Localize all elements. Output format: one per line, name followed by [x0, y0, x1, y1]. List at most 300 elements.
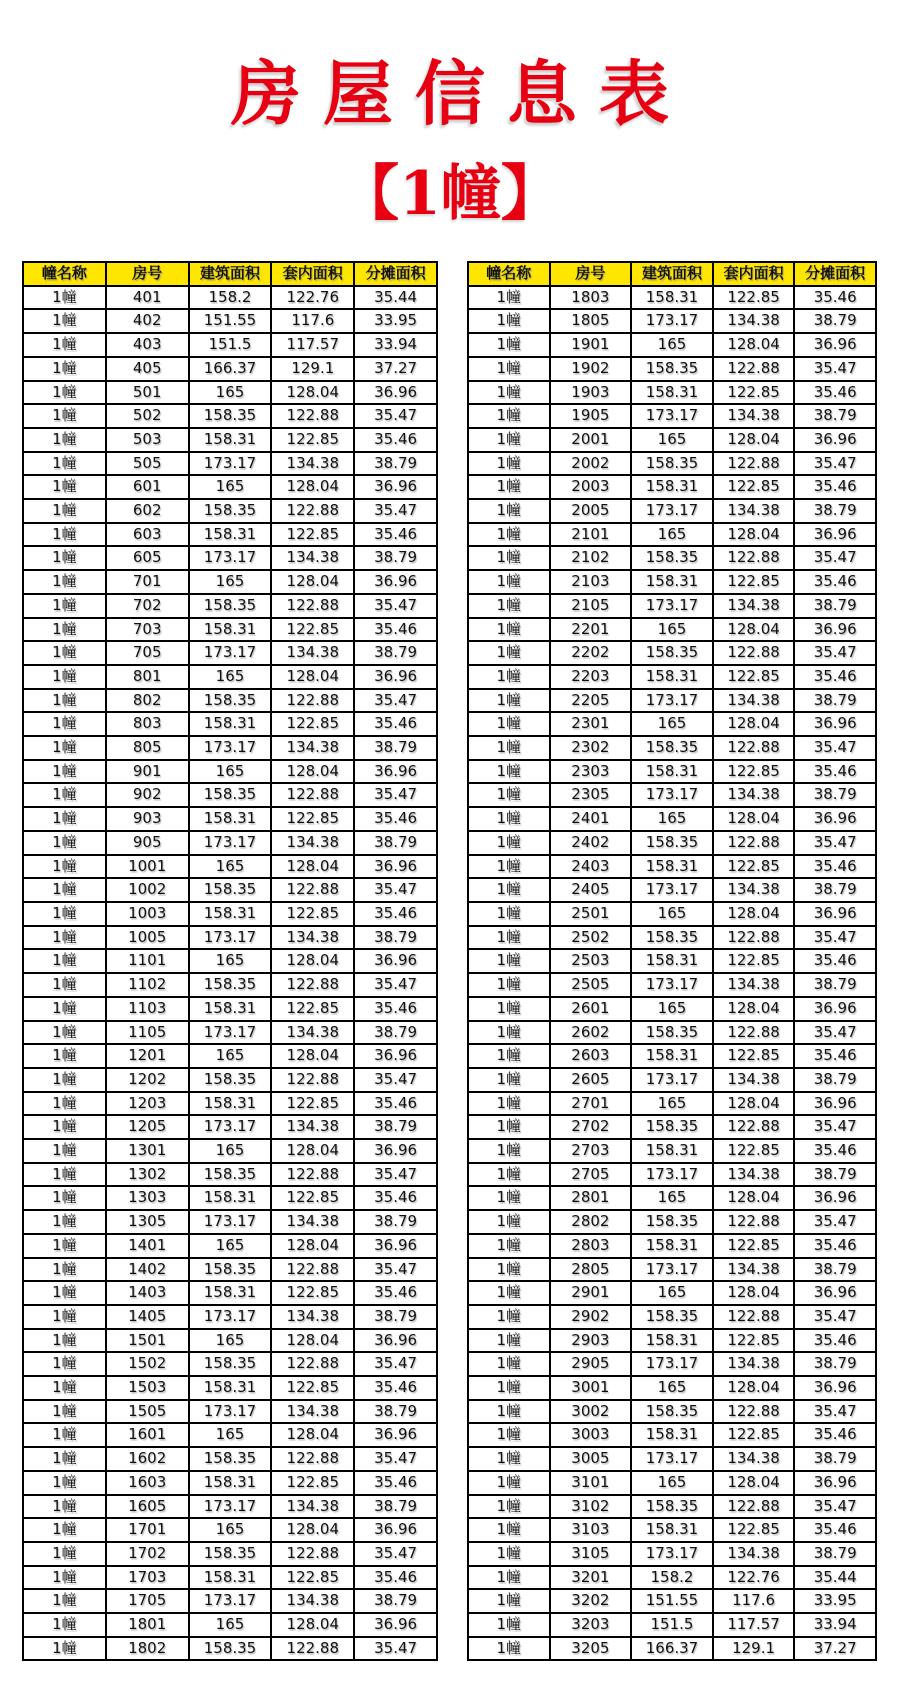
- table-cell: 158.31: [631, 1139, 713, 1163]
- table-cell: 122.76: [713, 1566, 795, 1590]
- table-cell: 2201: [550, 618, 632, 642]
- table-cell: 122.88: [271, 404, 354, 428]
- table-row: [23, 1471, 437, 1495]
- table-cell: 158.35: [189, 1068, 272, 1092]
- table-cell: 1805: [550, 309, 632, 333]
- table-cell: 33.94: [354, 333, 437, 357]
- table-cell: 122.85: [713, 665, 795, 689]
- table-cell: 128.04: [271, 665, 354, 689]
- table-cell: 122.88: [713, 546, 795, 570]
- table-cell: 801: [106, 665, 189, 689]
- table-cell: 122.88: [713, 831, 795, 855]
- table-cell: 35.47: [354, 1258, 437, 1282]
- table-cell: 134.38: [713, 973, 795, 997]
- table-cell: 122.85: [713, 1139, 795, 1163]
- table-cell: 2105: [550, 594, 632, 618]
- table-cell: 122.88: [271, 1068, 354, 1092]
- table-cell: 2703: [550, 1139, 632, 1163]
- table-cell: 1幢: [468, 286, 550, 310]
- table-cell: 38.79: [354, 1400, 437, 1424]
- table-cell: 173.17: [189, 1210, 272, 1234]
- table-cell: 1幢: [23, 712, 106, 736]
- header-row: [468, 262, 876, 286]
- table-cell: 173.17: [631, 1447, 713, 1471]
- table-cell: 35.47: [794, 1495, 876, 1519]
- table-cell: 2901: [550, 1281, 632, 1305]
- table-cell: 803: [106, 712, 189, 736]
- table-row: [468, 428, 876, 452]
- table-row: [23, 523, 437, 547]
- table-row: [23, 546, 437, 570]
- table-cell: 38.79: [794, 404, 876, 428]
- table-cell: 1幢: [468, 831, 550, 855]
- table-cell: 1幢: [468, 1092, 550, 1116]
- table-cell: 2503: [550, 949, 632, 973]
- table-cell: 158.35: [189, 499, 272, 523]
- table-cell: 2203: [550, 665, 632, 689]
- table-cell: 35.47: [354, 878, 437, 902]
- table-cell: 1幢: [23, 1044, 106, 1068]
- table-cell: 35.47: [354, 1352, 437, 1376]
- table-cell: 158.35: [631, 1400, 713, 1424]
- table-row: [468, 452, 876, 476]
- table-cell: 38.79: [354, 736, 437, 760]
- table-cell: 1幢: [468, 949, 550, 973]
- table-row: [468, 807, 876, 831]
- table-cell: 1幢: [468, 1329, 550, 1353]
- table-cell: 35.46: [794, 475, 876, 499]
- table-cell: 3101: [550, 1471, 632, 1495]
- table-cell: 1幢: [468, 1352, 550, 1376]
- table-cell: 134.38: [713, 1258, 795, 1282]
- table-cell: 1幢: [468, 878, 550, 902]
- table-cell: 601: [106, 475, 189, 499]
- table-cell: 1幢: [468, 807, 550, 831]
- table-row: [468, 1352, 876, 1376]
- table-cell: 158.35: [631, 926, 713, 950]
- table-row: [468, 1376, 876, 1400]
- table-cell: 2902: [550, 1305, 632, 1329]
- table-cell: 128.04: [271, 1044, 354, 1068]
- table-cell: 37.27: [794, 1637, 876, 1661]
- table-cell: 158.31: [189, 523, 272, 547]
- column-header-building-name: 幢名称: [23, 262, 106, 286]
- table-cell: 1幢: [23, 997, 106, 1021]
- table-cell: 134.38: [271, 736, 354, 760]
- table-cell: 158.35: [631, 1305, 713, 1329]
- table-row: [23, 1329, 437, 1353]
- table-row: [468, 309, 876, 333]
- table-cell: 36.96: [794, 1471, 876, 1495]
- table-cell: 122.85: [271, 1471, 354, 1495]
- table-cell: 122.88: [713, 1305, 795, 1329]
- table-cell: 173.17: [189, 1115, 272, 1139]
- table-cell: 122.85: [713, 1044, 795, 1068]
- table-cell: 1幢: [23, 736, 106, 760]
- table-cell: 36.96: [354, 1613, 437, 1637]
- table-cell: 705: [106, 641, 189, 665]
- table-cell: 1幢: [23, 1613, 106, 1637]
- table-cell: 1幢: [468, 428, 550, 452]
- table-cell: 36.96: [794, 1092, 876, 1116]
- table-cell: 122.85: [271, 902, 354, 926]
- table-cell: 1幢: [23, 333, 106, 357]
- table-cell: 38.79: [794, 1163, 876, 1187]
- table-cell: 122.85: [271, 618, 354, 642]
- table-cell: 173.17: [631, 594, 713, 618]
- table-cell: 1幢: [23, 783, 106, 807]
- table-cell: 1202: [106, 1068, 189, 1092]
- table-cell: 2401: [550, 807, 632, 831]
- table-cell: 122.88: [271, 1637, 354, 1661]
- table-cell: 158.31: [631, 1329, 713, 1353]
- table-cell: 1幢: [468, 1139, 550, 1163]
- table-cell: 158.31: [189, 1376, 272, 1400]
- column-header-building-area: 建筑面积: [631, 262, 713, 286]
- table-cell: 905: [106, 831, 189, 855]
- table-cell: 173.17: [631, 404, 713, 428]
- table-cell: 1205: [106, 1115, 189, 1139]
- table-cell: 1402: [106, 1258, 189, 1282]
- table-cell: 36.96: [794, 428, 876, 452]
- table-cell: 1幢: [23, 570, 106, 594]
- table-cell: 122.85: [713, 286, 795, 310]
- table-cell: 158.31: [189, 902, 272, 926]
- table-cell: 165: [189, 381, 272, 405]
- table-cell: 2301: [550, 712, 632, 736]
- table-cell: 173.17: [189, 926, 272, 950]
- table-cell: 122.88: [713, 1021, 795, 1045]
- table-cell: 1幢: [23, 926, 106, 950]
- table-cell: 158.31: [631, 475, 713, 499]
- table-cell: 173.17: [189, 641, 272, 665]
- table-row: [23, 689, 437, 713]
- table-cell: 122.88: [713, 926, 795, 950]
- table-cell: 122.85: [713, 1234, 795, 1258]
- table-cell: 1505: [106, 1400, 189, 1424]
- right-table-container: [467, 261, 877, 1661]
- table-cell: 128.04: [713, 618, 795, 642]
- table-cell: 134.38: [271, 1400, 354, 1424]
- table-cell: 1幢: [468, 570, 550, 594]
- table-cell: 1003: [106, 902, 189, 926]
- table-cell: 2501: [550, 902, 632, 926]
- table-cell: 1303: [106, 1186, 189, 1210]
- table-cell: 1102: [106, 973, 189, 997]
- table-cell: 1105: [106, 1021, 189, 1045]
- table-cell: 122.85: [713, 475, 795, 499]
- table-row: [468, 286, 876, 310]
- table-cell: 158.35: [631, 831, 713, 855]
- table-cell: 35.46: [354, 712, 437, 736]
- table-cell: 35.47: [354, 1163, 437, 1187]
- table-cell: 38.79: [354, 1589, 437, 1613]
- table-row: [23, 1021, 437, 1045]
- table-cell: 1幢: [23, 1637, 106, 1661]
- table-cell: 1幢: [468, 736, 550, 760]
- table-cell: 173.17: [189, 1400, 272, 1424]
- table-cell: 1幢: [23, 428, 106, 452]
- table-row: [468, 1139, 876, 1163]
- table-cell: 505: [106, 452, 189, 476]
- table-cell: 33.95: [794, 1589, 876, 1613]
- table-row: [23, 499, 437, 523]
- table-cell: 1幢: [23, 1518, 106, 1542]
- table-cell: 1幢: [23, 807, 106, 831]
- table-cell: 158.31: [631, 1044, 713, 1068]
- table-cell: 1幢: [468, 546, 550, 570]
- table-cell: 2101: [550, 523, 632, 547]
- table-row: [468, 1281, 876, 1305]
- table-cell: 38.79: [794, 1352, 876, 1376]
- table-cell: 165: [189, 1613, 272, 1637]
- table-cell: 158.35: [631, 1115, 713, 1139]
- table-cell: 35.46: [354, 1376, 437, 1400]
- table-cell: 1幢: [23, 1566, 106, 1590]
- table-cell: 134.38: [713, 594, 795, 618]
- table-cell: 1幢: [23, 1068, 106, 1092]
- table-cell: 134.38: [713, 1352, 795, 1376]
- table-cell: 38.79: [794, 1258, 876, 1282]
- table-cell: 158.35: [189, 594, 272, 618]
- table-cell: 1幢: [23, 902, 106, 926]
- table-cell: 2303: [550, 760, 632, 784]
- table-cell: 122.88: [271, 1258, 354, 1282]
- table-row: [468, 973, 876, 997]
- table-cell: 1幢: [468, 902, 550, 926]
- column-header-building-area: 建筑面积: [189, 262, 272, 286]
- table-row: [23, 594, 437, 618]
- table-cell: 122.88: [713, 736, 795, 760]
- table-cell: 122.85: [713, 570, 795, 594]
- table-cell: 1701: [106, 1518, 189, 1542]
- table-cell: 134.38: [271, 452, 354, 476]
- table-cell: 503: [106, 428, 189, 452]
- table-cell: 158.31: [631, 760, 713, 784]
- table-row: [23, 997, 437, 1021]
- table-cell: 1901: [550, 333, 632, 357]
- table-cell: 1幢: [468, 1376, 550, 1400]
- table-cell: 1幢: [468, 1471, 550, 1495]
- table-cell: 1幢: [468, 618, 550, 642]
- table-cell: 173.17: [631, 1352, 713, 1376]
- table-cell: 35.47: [354, 499, 437, 523]
- table-row: [23, 1589, 437, 1613]
- table-cell: 158.31: [189, 997, 272, 1021]
- table-cell: 1001: [106, 855, 189, 879]
- table-cell: 128.04: [271, 1518, 354, 1542]
- table-cell: 1幢: [468, 475, 550, 499]
- table-cell: 35.46: [794, 665, 876, 689]
- table-row: [468, 618, 876, 642]
- table-row: [468, 1186, 876, 1210]
- table-row: [468, 1305, 876, 1329]
- table-cell: 165: [189, 1044, 272, 1068]
- table-cell: 35.46: [354, 1471, 437, 1495]
- table-cell: 165: [631, 807, 713, 831]
- table-row: [23, 1518, 437, 1542]
- table-cell: 2801: [550, 1186, 632, 1210]
- column-header-shared-area: 分摊面积: [794, 262, 876, 286]
- table-cell: 35.46: [354, 1186, 437, 1210]
- table-cell: 1幢: [468, 452, 550, 476]
- table-cell: 128.04: [713, 428, 795, 452]
- table-row: [468, 1044, 876, 1068]
- table-row: [23, 618, 437, 642]
- table-cell: 35.46: [794, 760, 876, 784]
- table-cell: 1幢: [23, 1305, 106, 1329]
- table-cell: 166.37: [631, 1637, 713, 1661]
- table-cell: 2405: [550, 878, 632, 902]
- table-cell: 1302: [106, 1163, 189, 1187]
- table-cell: 402: [106, 309, 189, 333]
- table-cell: 1幢: [468, 1423, 550, 1447]
- table-cell: 1幢: [468, 1021, 550, 1045]
- table-cell: 1幢: [23, 1589, 106, 1613]
- table-row: [23, 783, 437, 807]
- table-row: [468, 1471, 876, 1495]
- table-cell: 36.96: [794, 1376, 876, 1400]
- table-cell: 1幢: [468, 1518, 550, 1542]
- table-cell: 38.79: [354, 641, 437, 665]
- table-cell: 2102: [550, 546, 632, 570]
- table-cell: 1幢: [23, 949, 106, 973]
- table-cell: 151.55: [631, 1589, 713, 1613]
- table-cell: 605: [106, 546, 189, 570]
- table-cell: 1幢: [23, 1471, 106, 1495]
- table-cell: 38.79: [354, 1305, 437, 1329]
- table-cell: 1幢: [468, 1542, 550, 1566]
- table-cell: 122.88: [271, 878, 354, 902]
- table-cell: 38.79: [794, 594, 876, 618]
- table-cell: 158.31: [189, 1566, 272, 1590]
- table-cell: 158.31: [189, 807, 272, 831]
- table-cell: 1幢: [23, 1234, 106, 1258]
- table-cell: 165: [631, 1471, 713, 1495]
- table-cell: 122.85: [271, 997, 354, 1021]
- table-row: [468, 1068, 876, 1092]
- table-cell: 1幢: [468, 1637, 550, 1661]
- table-cell: 165: [189, 475, 272, 499]
- table-cell: 165: [189, 949, 272, 973]
- table-cell: 117.6: [713, 1589, 795, 1613]
- table-cell: 38.79: [794, 309, 876, 333]
- table-cell: 1101: [106, 949, 189, 973]
- table-cell: 1幢: [468, 1589, 550, 1613]
- table-cell: 403: [106, 333, 189, 357]
- table-cell: 1幢: [23, 1210, 106, 1234]
- table-cell: 1幢: [23, 855, 106, 879]
- table-cell: 1903: [550, 381, 632, 405]
- table-cell: 3205: [550, 1637, 632, 1661]
- table-row: [23, 1495, 437, 1519]
- table-cell: 173.17: [189, 736, 272, 760]
- table-cell: 128.04: [271, 475, 354, 499]
- table-row: [23, 1376, 437, 1400]
- table-row: [468, 1163, 876, 1187]
- right-table: [467, 261, 877, 1661]
- table-cell: 122.76: [271, 286, 354, 310]
- table-cell: 1103: [106, 997, 189, 1021]
- table-cell: 158.31: [189, 428, 272, 452]
- table-cell: 128.04: [271, 1423, 354, 1447]
- table-cell: 2002: [550, 452, 632, 476]
- table-cell: 134.38: [271, 831, 354, 855]
- table-cell: 122.85: [713, 949, 795, 973]
- table-row: [23, 902, 437, 926]
- table-row: [468, 333, 876, 357]
- table-cell: 122.88: [271, 1542, 354, 1566]
- table-row: [23, 1352, 437, 1376]
- table-cell: 1幢: [468, 1068, 550, 1092]
- table-cell: 35.47: [794, 736, 876, 760]
- table-cell: 122.85: [271, 523, 354, 547]
- table-cell: 36.96: [354, 475, 437, 499]
- table-cell: 2402: [550, 831, 632, 855]
- table-cell: 122.88: [271, 783, 354, 807]
- table-row: [468, 594, 876, 618]
- left-table-container: [22, 261, 438, 1661]
- table-cell: 158.31: [631, 665, 713, 689]
- table-cell: 36.96: [354, 1044, 437, 1068]
- table-row: [468, 665, 876, 689]
- table-cell: 122.85: [713, 1518, 795, 1542]
- table-cell: 173.17: [631, 973, 713, 997]
- table-cell: 35.47: [794, 1115, 876, 1139]
- table-cell: 3102: [550, 1495, 632, 1519]
- table-row: [468, 926, 876, 950]
- table-row: [468, 475, 876, 499]
- table-cell: 128.04: [271, 570, 354, 594]
- table-cell: 158.35: [631, 1021, 713, 1045]
- column-header-interior-area: 套内面积: [271, 262, 354, 286]
- table-cell: 1幢: [23, 1495, 106, 1519]
- table-row: [23, 1092, 437, 1116]
- table-cell: 134.38: [713, 689, 795, 713]
- table-row: [23, 1613, 437, 1637]
- table-cell: 1605: [106, 1495, 189, 1519]
- table-cell: 165: [189, 1329, 272, 1353]
- table-cell: 1幢: [23, 973, 106, 997]
- table-cell: 35.47: [354, 1068, 437, 1092]
- table-cell: 802: [106, 689, 189, 713]
- table-cell: 1301: [106, 1139, 189, 1163]
- table-cell: 36.96: [354, 949, 437, 973]
- table-row: [23, 1044, 437, 1068]
- table-row: [468, 997, 876, 1021]
- table-cell: 2705: [550, 1163, 632, 1187]
- table-cell: 1幢: [23, 452, 106, 476]
- table-cell: 1幢: [468, 1115, 550, 1139]
- table-cell: 1501: [106, 1329, 189, 1353]
- table-cell: 128.04: [271, 1613, 354, 1637]
- table-cell: 134.38: [713, 1068, 795, 1092]
- table-row: [23, 926, 437, 950]
- table-cell: 158.35: [631, 1210, 713, 1234]
- table-cell: 1902: [550, 357, 632, 381]
- table-cell: 128.04: [713, 1186, 795, 1210]
- table-cell: 173.17: [631, 1163, 713, 1187]
- table-cell: 128.04: [713, 712, 795, 736]
- table-cell: 36.96: [354, 760, 437, 784]
- table-cell: 128.04: [713, 1281, 795, 1305]
- table-row: [23, 404, 437, 428]
- table-cell: 3001: [550, 1376, 632, 1400]
- table-row: [23, 973, 437, 997]
- table-cell: 158.35: [631, 452, 713, 476]
- table-row: [468, 1542, 876, 1566]
- table-cell: 36.96: [794, 807, 876, 831]
